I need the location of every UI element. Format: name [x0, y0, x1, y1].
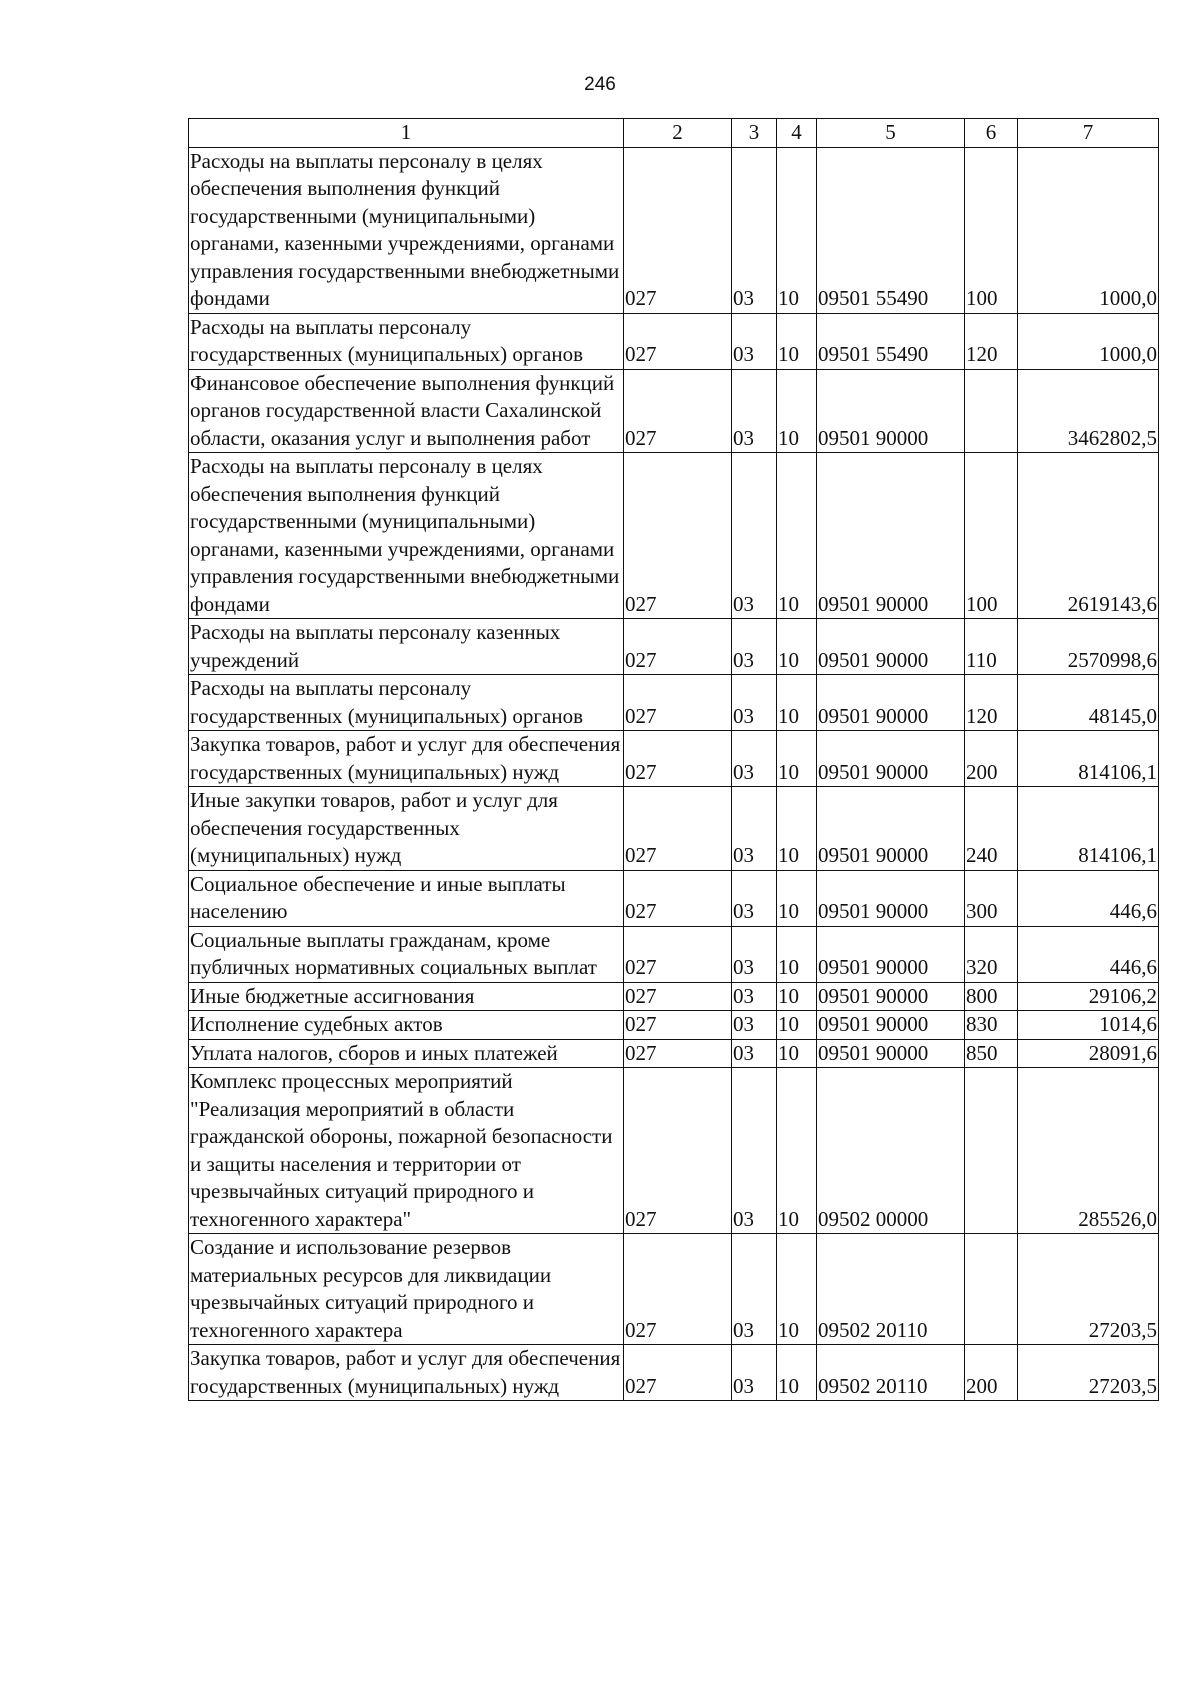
expense-name-cell: Иные закупки товаров, работ и услуг для обеспечения государственных (муниципальных) нужд	[189, 787, 624, 871]
section-code-cell: 03	[732, 1345, 777, 1401]
header-row	[189, 119, 1159, 148]
amount-cell: 1000,0	[1018, 147, 1159, 313]
section-code-cell: 03	[732, 1234, 777, 1345]
section-code-cell: 03	[732, 870, 777, 926]
expense-type-cell: 850	[965, 1039, 1018, 1068]
table-row	[189, 870, 1159, 926]
ministry-code-cell: 027	[624, 731, 732, 787]
expense-type-cell	[965, 1068, 1018, 1234]
ministry-code-cell: 027	[624, 1011, 732, 1040]
amount-cell: 814106,1	[1018, 731, 1159, 787]
ministry-code-cell: 027	[624, 787, 732, 871]
section-code-cell: 03	[732, 369, 777, 453]
amount-cell: 27203,5	[1018, 1345, 1159, 1401]
target-article-cell: 09501 90000	[817, 926, 965, 982]
expense-name-cell: Расходы на выплаты персоналу в целях обеспечения выполнения функций государственными (муниципальными) органами, казенными учреждениями, органами управления государственными внебюджетными фондами	[189, 453, 624, 619]
expense-name-cell: Социальное обеспечение и иные выплаты населению	[189, 870, 624, 926]
section-code-cell: 03	[732, 787, 777, 871]
table-row	[189, 787, 1159, 871]
target-article-cell: 09502 00000	[817, 1068, 965, 1234]
expense-type-cell: 120	[965, 313, 1018, 369]
target-article-cell: 09501 90000	[817, 982, 965, 1011]
column-header-4: 4	[777, 119, 817, 148]
ministry-code-cell: 027	[624, 1039, 732, 1068]
subsection-code-cell: 10	[777, 926, 817, 982]
ministry-code-cell: 027	[624, 870, 732, 926]
table-row	[189, 1068, 1159, 1234]
expense-name-cell: Закупка товаров, работ и услуг для обеспечения государственных (муниципальных) нужд	[189, 731, 624, 787]
table-row	[189, 1234, 1159, 1345]
column-header-3: 3	[732, 119, 777, 148]
ministry-code-cell: 027	[624, 1345, 732, 1401]
expense-name-cell: Расходы на выплаты персоналу государственных (муниципальных) органов	[189, 313, 624, 369]
expense-name-cell: Расходы на выплаты персоналу государственных (муниципальных) органов	[189, 675, 624, 731]
subsection-code-cell: 10	[777, 675, 817, 731]
expense-type-cell: 300	[965, 870, 1018, 926]
table-body	[189, 147, 1159, 1401]
ministry-code-cell: 027	[624, 1068, 732, 1234]
expense-name-cell: Финансовое обеспечение выполнения функций органов государственной власти Сахалинской области, оказания услуг и выполнения работ	[189, 369, 624, 453]
subsection-code-cell: 10	[777, 1068, 817, 1234]
expense-name-cell: Иные бюджетные ассигнования	[189, 982, 624, 1011]
expense-type-cell: 110	[965, 619, 1018, 675]
expense-type-cell: 120	[965, 675, 1018, 731]
subsection-code-cell: 10	[777, 147, 817, 313]
target-article-cell: 09501 90000	[817, 619, 965, 675]
section-code-cell: 03	[732, 313, 777, 369]
expense-name-cell: Исполнение судебных актов	[189, 1011, 624, 1040]
amount-cell: 814106,1	[1018, 787, 1159, 871]
amount-cell: 446,6	[1018, 870, 1159, 926]
table-row	[189, 453, 1159, 619]
ministry-code-cell: 027	[624, 313, 732, 369]
ministry-code-cell: 027	[624, 926, 732, 982]
subsection-code-cell: 10	[777, 982, 817, 1011]
target-article-cell: 09501 90000	[817, 1011, 965, 1040]
expense-type-cell	[965, 369, 1018, 453]
subsection-code-cell: 10	[777, 453, 817, 619]
section-code-cell: 03	[732, 731, 777, 787]
section-code-cell: 03	[732, 926, 777, 982]
subsection-code-cell: 10	[777, 1234, 817, 1345]
subsection-code-cell: 10	[777, 313, 817, 369]
expense-type-cell: 200	[965, 1345, 1018, 1401]
target-article-cell: 09501 90000	[817, 731, 965, 787]
section-code-cell: 03	[732, 147, 777, 313]
target-article-cell: 09501 90000	[817, 1039, 965, 1068]
table-row	[189, 1011, 1159, 1040]
expense-name-cell: Закупка товаров, работ и услуг для обеспечения государственных (муниципальных) нужд	[189, 1345, 624, 1401]
subsection-code-cell: 10	[777, 870, 817, 926]
target-article-cell: 09501 90000	[817, 369, 965, 453]
target-article-cell: 09501 90000	[817, 675, 965, 731]
table-row	[189, 926, 1159, 982]
target-article-cell: 09502 20110	[817, 1234, 965, 1345]
amount-cell: 48145,0	[1018, 675, 1159, 731]
section-code-cell: 03	[732, 619, 777, 675]
amount-cell: 3462802,5	[1018, 369, 1159, 453]
amount-cell: 27203,5	[1018, 1234, 1159, 1345]
section-code-cell: 03	[732, 1039, 777, 1068]
subsection-code-cell: 10	[777, 369, 817, 453]
table-row	[189, 675, 1159, 731]
amount-cell: 1000,0	[1018, 313, 1159, 369]
table-row	[189, 619, 1159, 675]
expense-type-cell: 100	[965, 453, 1018, 619]
table-row	[189, 1039, 1159, 1068]
expense-type-cell	[965, 1234, 1018, 1345]
expense-type-cell: 200	[965, 731, 1018, 787]
table-row	[189, 731, 1159, 787]
target-article-cell: 09501 90000	[817, 870, 965, 926]
expense-name-cell: Расходы на выплаты персоналу казенных учреждений	[189, 619, 624, 675]
amount-cell: 2570998,6	[1018, 619, 1159, 675]
expense-name-cell: Социальные выплаты гражданам, кроме публичных нормативных социальных выплат	[189, 926, 624, 982]
amount-cell: 1014,6	[1018, 1011, 1159, 1040]
table-row	[189, 369, 1159, 453]
target-article-cell: 09501 90000	[817, 453, 965, 619]
target-article-cell: 09501 90000	[817, 787, 965, 871]
subsection-code-cell: 10	[777, 731, 817, 787]
expense-name-cell: Создание и использование резервов материальных ресурсов для ликвидации чрезвычайных ситуаций природного и техногенного характера	[189, 1234, 624, 1345]
expense-type-cell: 100	[965, 147, 1018, 313]
ministry-code-cell: 027	[624, 453, 732, 619]
ministry-code-cell: 027	[624, 619, 732, 675]
table-row	[189, 147, 1159, 313]
expense-type-cell: 240	[965, 787, 1018, 871]
table-row	[189, 1345, 1159, 1401]
amount-cell: 285526,0	[1018, 1068, 1159, 1234]
table-row	[189, 982, 1159, 1011]
expense-type-cell: 320	[965, 926, 1018, 982]
column-header-5: 5	[817, 119, 965, 148]
subsection-code-cell: 10	[777, 619, 817, 675]
column-header-7: 7	[1018, 119, 1159, 148]
target-article-cell: 09501 55490	[817, 313, 965, 369]
ministry-code-cell: 027	[624, 982, 732, 1011]
section-code-cell: 03	[732, 1011, 777, 1040]
expense-type-cell: 830	[965, 1011, 1018, 1040]
ministry-code-cell: 027	[624, 147, 732, 313]
amount-cell: 28091,6	[1018, 1039, 1159, 1068]
amount-cell: 2619143,6	[1018, 453, 1159, 619]
expense-name-cell: Расходы на выплаты персоналу в целях обеспечения выполнения функций государственными (муниципальными) органами, казенными учреждениями, органами управления государственными внебюджетными фондами	[189, 147, 624, 313]
section-code-cell: 03	[732, 1068, 777, 1234]
expense-type-cell: 800	[965, 982, 1018, 1011]
column-header-2: 2	[624, 119, 732, 148]
subsection-code-cell: 10	[777, 1011, 817, 1040]
amount-cell: 446,6	[1018, 926, 1159, 982]
target-article-cell: 09501 55490	[817, 147, 965, 313]
ministry-code-cell: 027	[624, 675, 732, 731]
table-row	[189, 313, 1159, 369]
budget-table	[188, 118, 1159, 1401]
expense-name-cell: Комплекс процессных мероприятий "Реализация мероприятий в области гражданской обороны, пожарной безопасности и защиты населения и территории от чрезвычайных ситуаций природного и техногенного характера"	[189, 1068, 624, 1234]
section-code-cell: 03	[732, 982, 777, 1011]
column-header-1: 1	[189, 119, 624, 148]
ministry-code-cell: 027	[624, 369, 732, 453]
subsection-code-cell: 10	[777, 787, 817, 871]
table-header	[189, 119, 1159, 148]
column-header-6: 6	[965, 119, 1018, 148]
target-article-cell: 09502 20110	[817, 1345, 965, 1401]
amount-cell: 29106,2	[1018, 982, 1159, 1011]
page-number: 246	[584, 74, 616, 95]
subsection-code-cell: 10	[777, 1039, 817, 1068]
section-code-cell: 03	[732, 453, 777, 619]
section-code-cell: 03	[732, 675, 777, 731]
subsection-code-cell: 10	[777, 1345, 817, 1401]
expense-name-cell: Уплата налогов, сборов и иных платежей	[189, 1039, 624, 1068]
ministry-code-cell: 027	[624, 1234, 732, 1345]
